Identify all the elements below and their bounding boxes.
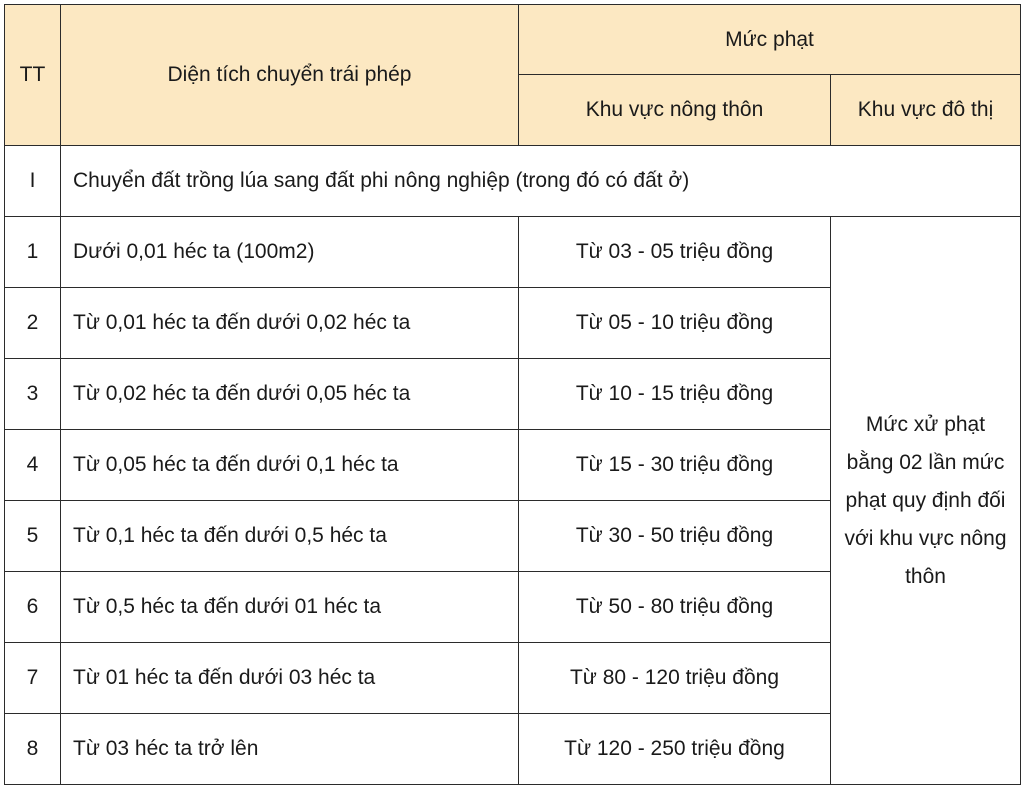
header-tt: TT <box>5 5 61 146</box>
row-area: Từ 01 héc ta đến dưới 03 héc ta <box>61 643 519 714</box>
row-rural-fine: Từ 15 - 30 triệu đồng <box>519 430 831 501</box>
row-area: Từ 0,05 héc ta đến dưới 0,1 héc ta <box>61 430 519 501</box>
row-area: Từ 0,01 héc ta đến dưới 0,02 héc ta <box>61 288 519 359</box>
row-rural-fine: Từ 30 - 50 triệu đồng <box>519 501 831 572</box>
fine-table <box>4 4 1021 785</box>
row-tt: 1 <box>5 217 61 288</box>
header-fine: Mức phạt <box>519 5 1021 75</box>
table-body <box>5 146 1021 785</box>
section-label: Chuyển đất trồng lúa sang đất phi nông nghiệp (trong đó có đất ở) <box>61 146 1021 217</box>
row-rural-fine: Từ 50 - 80 triệu đồng <box>519 572 831 643</box>
row-tt: 4 <box>5 430 61 501</box>
row-area: Từ 03 héc ta trở lên <box>61 714 519 785</box>
header-area: Diện tích chuyển trái phép <box>61 5 519 146</box>
row-area: Từ 0,5 héc ta đến dưới 01 héc ta <box>61 572 519 643</box>
row-rural-fine: Từ 03 - 05 triệu đồng <box>519 217 831 288</box>
urban-fine-note: Mức xử phạt bằng 02 lần mức phạt quy định đối với khu vực nông thôn <box>831 217 1021 785</box>
row-tt: 2 <box>5 288 61 359</box>
row-tt: 7 <box>5 643 61 714</box>
row-tt: 5 <box>5 501 61 572</box>
table-row <box>5 217 1021 288</box>
header-urban: Khu vực đô thị <box>831 75 1021 146</box>
row-rural-fine: Từ 05 - 10 triệu đồng <box>519 288 831 359</box>
row-rural-fine: Từ 10 - 15 triệu đồng <box>519 359 831 430</box>
row-area: Từ 0,1 héc ta đến dưới 0,5 héc ta <box>61 501 519 572</box>
section-row <box>5 146 1021 217</box>
row-area: Dưới 0,01 héc ta (100m2) <box>61 217 519 288</box>
header-rural: Khu vực nông thôn <box>519 75 831 146</box>
table-header <box>5 5 1021 146</box>
row-rural-fine: Từ 120 - 250 triệu đồng <box>519 714 831 785</box>
section-tt: I <box>5 146 61 217</box>
row-tt: 8 <box>5 714 61 785</box>
row-rural-fine: Từ 80 - 120 triệu đồng <box>519 643 831 714</box>
row-tt: 6 <box>5 572 61 643</box>
row-tt: 3 <box>5 359 61 430</box>
row-area: Từ 0,02 héc ta đến dưới 0,05 héc ta <box>61 359 519 430</box>
